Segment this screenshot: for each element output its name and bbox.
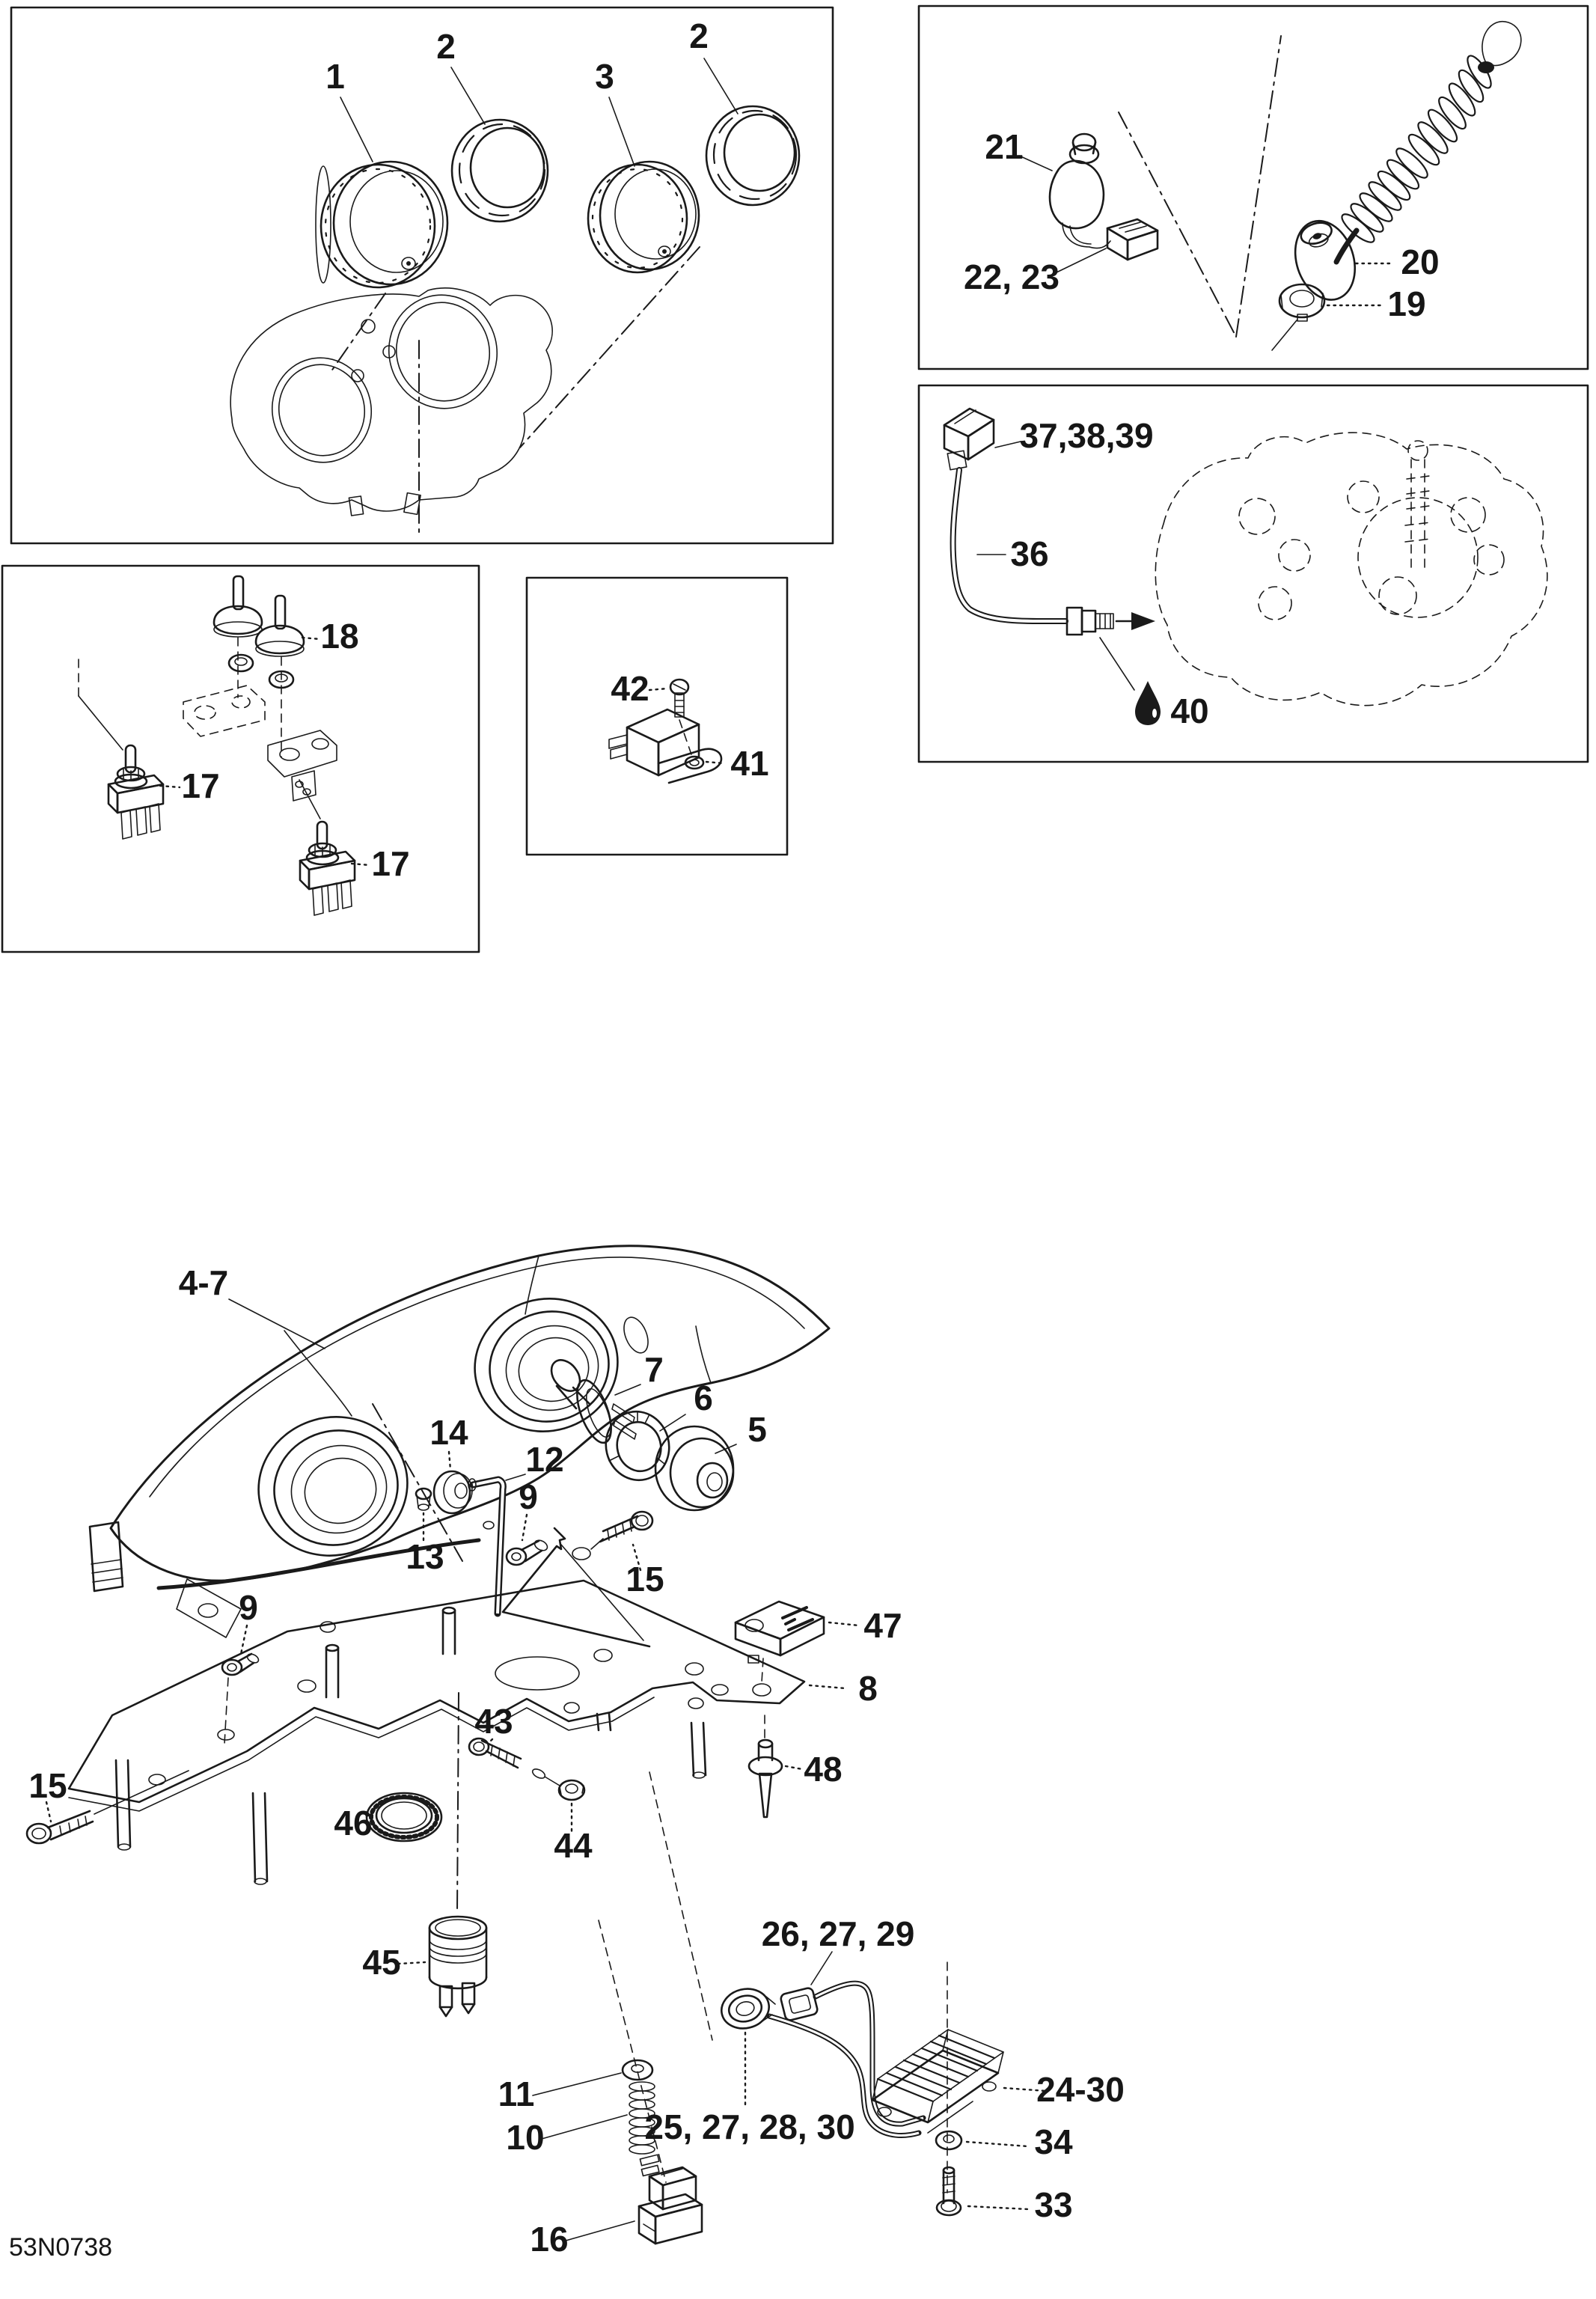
bulb-cap-drawing: [655, 1426, 733, 1510]
sensor-cable-drawing: [953, 470, 1155, 635]
sensor-connector-drawing: [944, 409, 994, 470]
bolt15-top-drawing: [600, 1512, 652, 1542]
base-plate-drawing: [69, 1581, 804, 1884]
label-bolt-top: 15: [626, 1560, 664, 1599]
label-washer34: 34: [1034, 2122, 1073, 2161]
gauge-left-drawing: [316, 162, 447, 287]
label-block47: 47: [863, 1606, 902, 1645]
washer11-drawing: [623, 2060, 652, 2080]
bolt15-left-drawing: [27, 1811, 93, 1843]
label-bezel-left: 2: [436, 27, 456, 66]
nut44-drawing: [559, 1780, 584, 1800]
label-tether-connector: 22, 23: [964, 257, 1060, 296]
label-relay: 41: [730, 744, 769, 783]
relay-panel: [527, 578, 787, 855]
label-bulb16: 16: [530, 2220, 569, 2259]
grommet-drawing: [434, 1471, 472, 1513]
regulator-drawing: [872, 2030, 1003, 2133]
tether-nut-drawing: [1279, 284, 1324, 321]
socket45-drawing: [429, 1917, 486, 2016]
sensor-panel: [919, 385, 1588, 762]
label-pin13: 13: [406, 1537, 444, 1576]
panel-border: [11, 7, 833, 543]
label-headlight: 4-7: [178, 1263, 229, 1302]
label-oil: 40: [1170, 691, 1209, 730]
label-switch-a: 17: [181, 766, 220, 805]
label-boot: 18: [320, 617, 359, 656]
label-conn-bottom: 25, 27, 28, 30: [644, 2107, 855, 2146]
spike48-drawing: [749, 1740, 782, 1817]
label-tether-switch: 21: [985, 127, 1024, 166]
relay-drawing: [609, 709, 721, 783]
screw33-drawing: [937, 2167, 961, 2215]
label-rod: 12: [525, 1440, 564, 1479]
tether-panel: [919, 6, 1588, 369]
label-bezel-right: 2: [689, 16, 709, 55]
engine-outline-drawing: [1155, 433, 1547, 706]
tether-cord-drawing: [1336, 22, 1521, 262]
tether-cap-drawing: [1285, 213, 1365, 308]
switches-panel: [2, 566, 479, 952]
label-sensor-harness: 36: [1010, 534, 1049, 573]
label-socket45: 45: [362, 1943, 401, 1982]
tether-connector-drawing: [1107, 219, 1158, 260]
label-cap: 5: [747, 1410, 767, 1449]
bulb-socket16-drawing: [639, 2167, 702, 2244]
screw9-left-drawing: [222, 1652, 260, 1675]
gauge-cluster-panel: [11, 7, 833, 543]
toggle-switch-b-drawing: [300, 822, 355, 915]
gauge-right-drawing: [588, 162, 699, 272]
doc-code: 53N0738: [9, 2233, 113, 2262]
label-ring46: 46: [334, 1804, 373, 1842]
oil-drop-icon: [1135, 681, 1161, 725]
switch-boot-a-drawing: [214, 576, 262, 637]
label-washer11: 11: [498, 2074, 535, 2113]
panel-border: [919, 6, 1588, 369]
label-bulb: 7: [644, 1350, 664, 1389]
label-gauge-right: 3: [595, 57, 614, 96]
ring46-drawing: [367, 1793, 441, 1841]
label-plate: 8: [858, 1669, 878, 1708]
label-sensor-connector: 37,38,39: [1019, 416, 1154, 455]
bezel-right-drawing: [706, 106, 799, 205]
label-bolt-left: 15: [28, 1766, 67, 1805]
switch-boot-b-drawing: [256, 596, 304, 656]
label-grommet: 14: [429, 1413, 468, 1452]
gauge-support-drawing: [230, 284, 552, 516]
label-switch-b: 17: [371, 844, 410, 883]
label-spring10: 10: [506, 2118, 545, 2157]
contact-clip-drawing: [640, 2155, 658, 2176]
label-bolt43: 43: [474, 1702, 513, 1741]
label-tether-nut: 19: [1387, 284, 1426, 323]
label-relay-screw: 42: [611, 669, 649, 708]
label-screw-top: 9: [519, 1477, 538, 1516]
bezel-left-drawing: [452, 120, 548, 222]
switch-bracket-b-drawing: [268, 730, 337, 801]
panel-border: [527, 578, 787, 855]
label-nut44: 44: [554, 1826, 593, 1865]
label-regulator: 24-30: [1036, 2070, 1125, 2109]
assembly-arrow-icon: [1131, 612, 1155, 630]
block47-drawing: [736, 1602, 824, 1663]
washer34-drawing: [936, 2131, 961, 2149]
tether-switch-drawing: [1050, 134, 1110, 248]
label-retainer: 6: [694, 1379, 713, 1417]
label-spike48: 48: [804, 1750, 843, 1789]
label-gauge-left: 1: [325, 57, 345, 96]
label-screw-left: 9: [239, 1588, 258, 1627]
panel-border: [2, 566, 479, 952]
bolt43-drawing: [469, 1738, 521, 1768]
label-screw33: 33: [1034, 2185, 1073, 2224]
screw9-top-drawing: [507, 1538, 549, 1565]
switch-nut-a-drawing: [229, 655, 253, 671]
toggle-switch-a-drawing: [108, 745, 163, 839]
switch-bracket-a-drawing: [183, 686, 265, 736]
label-conn-top: 26, 27, 29: [761, 1914, 915, 1953]
label-tether-cap: 20: [1401, 242, 1440, 281]
